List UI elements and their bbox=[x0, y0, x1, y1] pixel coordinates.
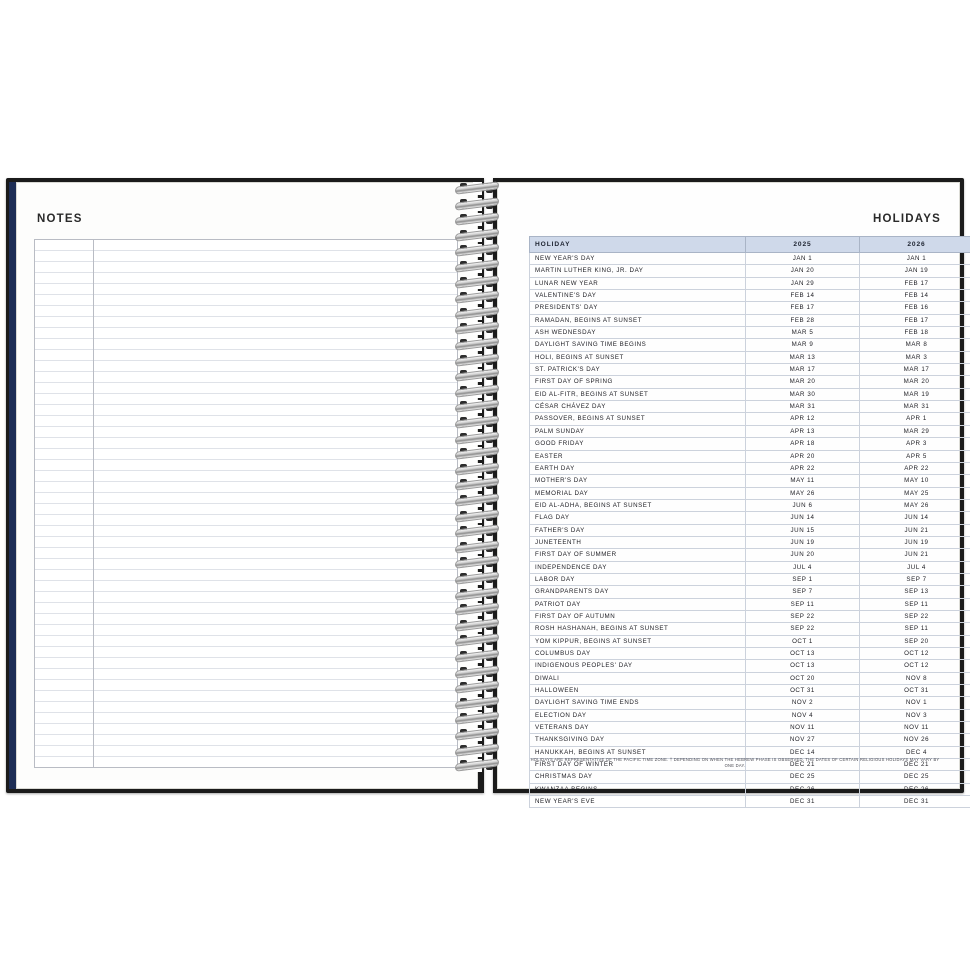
cell-holiday-name: JUNETEENTH bbox=[530, 536, 746, 548]
cell-date-2025: JUN 19 bbox=[746, 536, 860, 548]
cell-holiday-name: RAMADAN, BEGINS AT SUNSET bbox=[530, 314, 746, 326]
cell-holiday-name: ASH WEDNESDAY bbox=[530, 327, 746, 339]
cell-date-2025: JUN 6 bbox=[746, 499, 860, 511]
spiral-coil bbox=[455, 338, 499, 351]
spiral-coil bbox=[455, 728, 499, 741]
spiral-coil bbox=[455, 463, 499, 476]
table-row bbox=[530, 314, 970, 326]
spiral-coil bbox=[455, 198, 499, 211]
table-row bbox=[530, 623, 970, 635]
cell-date-2026: MAR 8 bbox=[860, 339, 970, 351]
spiral-coil bbox=[455, 744, 499, 757]
cell-date-2026: FEB 17 bbox=[860, 314, 970, 326]
cell-holiday-name: VETERANS DAY bbox=[530, 722, 746, 734]
cell-date-2025: JUN 20 bbox=[746, 549, 860, 561]
cell-holiday-name: ST. PATRICK'S DAY bbox=[530, 364, 746, 376]
cell-date-2026: JAN 19 bbox=[860, 265, 970, 277]
cell-date-2026: JUN 21 bbox=[860, 524, 970, 536]
table-row bbox=[530, 265, 970, 277]
cell-holiday-name: EASTER bbox=[530, 450, 746, 462]
spiral-coil bbox=[455, 432, 499, 445]
cell-date-2026: MAR 3 bbox=[860, 351, 970, 363]
table-row bbox=[530, 685, 970, 697]
spiral-coil bbox=[455, 572, 499, 585]
cell-date-2026: NOV 11 bbox=[860, 722, 970, 734]
cell-date-2026: NOV 8 bbox=[860, 672, 970, 684]
table-header-row bbox=[530, 237, 970, 253]
cell-holiday-name: FIRST DAY OF SPRING bbox=[530, 376, 746, 388]
cell-date-2026: SEP 11 bbox=[860, 598, 970, 610]
cell-date-2026: APR 5 bbox=[860, 450, 970, 462]
cell-date-2026: JUL 4 bbox=[860, 561, 970, 573]
spiral-coil bbox=[455, 759, 499, 772]
cell-date-2025: APR 13 bbox=[746, 425, 860, 437]
cell-holiday-name: PASSOVER, BEGINS AT SUNSET bbox=[530, 413, 746, 425]
cell-holiday-name: YOM KIPPUR, BEGINS AT SUNSET bbox=[530, 635, 746, 647]
cell-date-2026: MAR 20 bbox=[860, 376, 970, 388]
column-header-2025: 2025 bbox=[746, 237, 860, 253]
cell-date-2026: APR 3 bbox=[860, 438, 970, 450]
cell-holiday-name: FIRST DAY OF SUMMER bbox=[530, 549, 746, 561]
cell-holiday-name: LABOR DAY bbox=[530, 573, 746, 585]
table-row bbox=[530, 438, 970, 450]
cell-date-2026: NOV 1 bbox=[860, 697, 970, 709]
cell-holiday-name: ROSH HASHANAH, BEGINS AT SUNSET bbox=[530, 623, 746, 635]
spiral-coil bbox=[455, 400, 499, 413]
cell-holiday-name: INDEPENDENCE DAY bbox=[530, 561, 746, 573]
cell-date-2025: DEC 31 bbox=[746, 796, 860, 808]
cell-date-2025: SEP 11 bbox=[746, 598, 860, 610]
cell-holiday-name: FLAG DAY bbox=[530, 512, 746, 524]
cell-holiday-name: PATRIOT DAY bbox=[530, 598, 746, 610]
table-row bbox=[530, 771, 970, 783]
cell-date-2025: MAY 11 bbox=[746, 475, 860, 487]
cell-holiday-name: COLUMBUS DAY bbox=[530, 648, 746, 660]
spiral-coil bbox=[455, 603, 499, 616]
cell-holiday-name: ELECTION DAY bbox=[530, 709, 746, 721]
cell-date-2026: FEB 18 bbox=[860, 327, 970, 339]
cell-date-2025: SEP 7 bbox=[746, 586, 860, 598]
cell-date-2026: SEP 11 bbox=[860, 623, 970, 635]
notes-writing-area[interactable] bbox=[34, 239, 458, 768]
table-row bbox=[530, 339, 970, 351]
cell-date-2026: NOV 26 bbox=[860, 734, 970, 746]
cell-holiday-name: LUNAR NEW YEAR bbox=[530, 277, 746, 289]
table-footnote: HOLIDAYS ARE REPRESENTATIVE OF THE PACIFIC TIME ZONE. † DEPENDING ON WHEN THE HEBREW PHASE IS OBSERVED, THE DATES OF CERTAIN RELIGIOUS HOLIDAYS MAY VARY BY ONE DAY. bbox=[530, 757, 940, 768]
cell-date-2026: SEP 22 bbox=[860, 610, 970, 622]
cell-holiday-name: MOTHER'S DAY bbox=[530, 475, 746, 487]
table-row bbox=[530, 475, 970, 487]
cell-date-2025: SEP 1 bbox=[746, 573, 860, 585]
notes-page bbox=[16, 182, 478, 789]
table-row bbox=[530, 487, 970, 499]
cell-holiday-name: EARTH DAY bbox=[530, 462, 746, 474]
cell-date-2025: JUL 4 bbox=[746, 561, 860, 573]
cell-date-2026: APR 1 bbox=[860, 413, 970, 425]
cell-holiday-name: NEW YEAR'S DAY bbox=[530, 253, 746, 265]
cell-date-2025: DEC 25 bbox=[746, 771, 860, 783]
cell-date-2026: JUN 19 bbox=[860, 536, 970, 548]
cell-date-2025: NOV 11 bbox=[746, 722, 860, 734]
cell-holiday-name: THANKSGIVING DAY bbox=[530, 734, 746, 746]
table-row bbox=[530, 450, 970, 462]
spiral-coil bbox=[455, 447, 499, 460]
table-row bbox=[530, 697, 970, 709]
cell-date-2026: JAN 1 bbox=[860, 253, 970, 265]
table-row bbox=[530, 672, 970, 684]
notes-ruled-lines bbox=[35, 240, 457, 767]
cell-holiday-name: EID AL-ADHA, BEGINS AT SUNSET bbox=[530, 499, 746, 511]
cell-date-2025: SEP 22 bbox=[746, 610, 860, 622]
cell-date-2025: MAR 5 bbox=[746, 327, 860, 339]
table-row bbox=[530, 660, 970, 672]
spiral-coil bbox=[455, 213, 499, 226]
table-row bbox=[530, 573, 970, 585]
cell-date-2025: MAR 17 bbox=[746, 364, 860, 376]
cell-holiday-name: NEW YEAR'S EVE bbox=[530, 796, 746, 808]
spiral-coil bbox=[455, 494, 499, 507]
notes-margin-divider bbox=[93, 240, 94, 767]
table-row bbox=[530, 783, 970, 795]
table-row bbox=[530, 512, 970, 524]
table-row bbox=[530, 635, 970, 647]
cell-date-2025: APR 18 bbox=[746, 438, 860, 450]
cell-date-2026: MAY 25 bbox=[860, 487, 970, 499]
cell-holiday-name: CHRISTMAS DAY bbox=[530, 771, 746, 783]
cell-date-2026: OCT 12 bbox=[860, 648, 970, 660]
cell-date-2026: DEC 4 bbox=[860, 746, 970, 758]
table-row bbox=[530, 462, 970, 474]
cell-date-2025: FEB 14 bbox=[746, 290, 860, 302]
cell-date-2026: FEB 17 bbox=[860, 277, 970, 289]
cell-holiday-name: FIRST DAY OF AUTUMN bbox=[530, 610, 746, 622]
table-row bbox=[530, 709, 970, 721]
cell-date-2025: FEB 28 bbox=[746, 314, 860, 326]
spiral-coil bbox=[455, 291, 499, 304]
cell-date-2025: DEC 14 bbox=[746, 746, 860, 758]
column-header-2026: 2026 bbox=[860, 237, 970, 253]
cell-holiday-name: HALLOWEEN bbox=[530, 685, 746, 697]
cell-date-2025: NOV 2 bbox=[746, 697, 860, 709]
cell-date-2026: JUN 21 bbox=[860, 549, 970, 561]
spiral-coil bbox=[455, 541, 499, 554]
cell-holiday-name: PRESIDENTS' DAY bbox=[530, 302, 746, 314]
spiral-coil bbox=[455, 634, 499, 647]
cell-date-2026: DEC 25 bbox=[860, 771, 970, 783]
cell-holiday-name: PALM SUNDAY bbox=[530, 425, 746, 437]
spiral-coil bbox=[455, 276, 499, 289]
table-row bbox=[530, 536, 970, 548]
page-title-holidays: HOLIDAYS bbox=[873, 213, 941, 225]
table-row bbox=[530, 425, 970, 437]
cell-date-2025: JAN 20 bbox=[746, 265, 860, 277]
cell-date-2025: DEC 21 bbox=[746, 759, 860, 771]
spiral-coil bbox=[455, 182, 499, 195]
spiral-coil bbox=[455, 619, 499, 632]
cell-date-2025: NOV 4 bbox=[746, 709, 860, 721]
cell-date-2026: SEP 20 bbox=[860, 635, 970, 647]
cell-date-2026: APR 22 bbox=[860, 462, 970, 474]
table-row bbox=[530, 364, 970, 376]
right-cover bbox=[493, 178, 964, 806]
table-row bbox=[530, 401, 970, 413]
spiral-coil bbox=[455, 307, 499, 320]
spiral-coil bbox=[455, 556, 499, 569]
cell-date-2025: OCT 13 bbox=[746, 648, 860, 660]
spiral-binding bbox=[455, 182, 507, 782]
table-row bbox=[530, 722, 970, 734]
cell-date-2026: MAY 26 bbox=[860, 499, 970, 511]
cell-date-2025: JAN 29 bbox=[746, 277, 860, 289]
table-row bbox=[530, 796, 970, 808]
cell-date-2026: OCT 31 bbox=[860, 685, 970, 697]
spiral-coil bbox=[455, 510, 499, 523]
cell-holiday-name: HOLI, BEGINS AT SUNSET bbox=[530, 351, 746, 363]
cell-date-2025: MAR 30 bbox=[746, 388, 860, 400]
table-row bbox=[530, 549, 970, 561]
cell-date-2026: MAY 10 bbox=[860, 475, 970, 487]
spiral-coil bbox=[455, 525, 499, 538]
spiral-coil bbox=[455, 681, 499, 694]
cell-date-2025: JUN 15 bbox=[746, 524, 860, 536]
table-row bbox=[530, 351, 970, 363]
spiral-coil bbox=[455, 229, 499, 242]
cell-holiday-name: HANUKKAH, BEGINS AT SUNSET bbox=[530, 746, 746, 758]
cell-holiday-name: DIWALI bbox=[530, 672, 746, 684]
spiral-coil bbox=[455, 416, 499, 429]
cell-date-2025: OCT 13 bbox=[746, 660, 860, 672]
cell-date-2025: OCT 20 bbox=[746, 672, 860, 684]
cell-date-2026: DEC 26 bbox=[860, 783, 970, 795]
table-row bbox=[530, 734, 970, 746]
table-row bbox=[530, 253, 970, 265]
cell-date-2025: MAR 20 bbox=[746, 376, 860, 388]
column-header-holiday: HOLIDAY bbox=[530, 237, 746, 253]
cell-holiday-name: GRANDPARENTS DAY bbox=[530, 586, 746, 598]
cell-date-2026: JUN 14 bbox=[860, 512, 970, 524]
cell-date-2026: DEC 21 bbox=[860, 759, 970, 771]
cell-holiday-name: VALENTINE'S DAY bbox=[530, 290, 746, 302]
cell-date-2026: SEP 13 bbox=[860, 586, 970, 598]
cell-holiday-name: INDIGENOUS PEOPLES' DAY bbox=[530, 660, 746, 672]
table-row bbox=[530, 561, 970, 573]
holidays-table bbox=[529, 236, 970, 808]
cell-date-2026: MAR 29 bbox=[860, 425, 970, 437]
spiral-coil bbox=[455, 666, 499, 679]
left-cover bbox=[6, 178, 484, 793]
spiral-coil bbox=[455, 322, 499, 335]
cell-date-2025: OCT 31 bbox=[746, 685, 860, 697]
spiral-coil bbox=[455, 650, 499, 663]
cell-date-2025: JAN 1 bbox=[746, 253, 860, 265]
cell-date-2025: OCT 1 bbox=[746, 635, 860, 647]
spiral-coil bbox=[455, 244, 499, 257]
spiral-coil bbox=[455, 260, 499, 273]
table-row bbox=[530, 648, 970, 660]
cell-holiday-name: KWANZAA BEGINS bbox=[530, 783, 746, 795]
cell-date-2026: FEB 14 bbox=[860, 290, 970, 302]
cell-date-2025: MAR 9 bbox=[746, 339, 860, 351]
spiral-coil bbox=[455, 369, 499, 382]
cell-date-2025: APR 20 bbox=[746, 450, 860, 462]
spiral-coil bbox=[455, 385, 499, 398]
cell-date-2026: NOV 3 bbox=[860, 709, 970, 721]
cell-holiday-name: MEMORIAL DAY bbox=[530, 487, 746, 499]
table-row bbox=[530, 586, 970, 598]
table-row bbox=[530, 499, 970, 511]
cell-date-2026: MAR 17 bbox=[860, 364, 970, 376]
table-row bbox=[530, 302, 970, 314]
spiral-coil bbox=[455, 712, 499, 725]
cell-date-2026: MAR 19 bbox=[860, 388, 970, 400]
holidays-page bbox=[497, 182, 960, 806]
cell-date-2025: DEC 26 bbox=[746, 783, 860, 795]
cell-date-2025: APR 22 bbox=[746, 462, 860, 474]
cell-date-2026: FEB 16 bbox=[860, 302, 970, 314]
cell-date-2025: SEP 22 bbox=[746, 623, 860, 635]
cell-date-2026: OCT 12 bbox=[860, 660, 970, 672]
table-row bbox=[530, 290, 970, 302]
spiral-coil bbox=[455, 478, 499, 491]
page-title-notes: NOTES bbox=[37, 213, 83, 225]
cell-date-2025: APR 12 bbox=[746, 413, 860, 425]
cell-date-2025: JUN 14 bbox=[746, 512, 860, 524]
cell-date-2025: FEB 17 bbox=[746, 302, 860, 314]
cell-date-2026: MAR 31 bbox=[860, 401, 970, 413]
cell-holiday-name: DAYLIGHT SAVING TIME BEGINS bbox=[530, 339, 746, 351]
cell-date-2026: SEP 7 bbox=[860, 573, 970, 585]
cell-holiday-name: DAYLIGHT SAVING TIME ENDS bbox=[530, 697, 746, 709]
spiral-coil bbox=[455, 354, 499, 367]
table-row bbox=[530, 524, 970, 536]
cell-holiday-name: MARTIN LUTHER KING, JR. DAY bbox=[530, 265, 746, 277]
cell-date-2025: MAR 13 bbox=[746, 351, 860, 363]
table-row bbox=[530, 277, 970, 289]
cell-holiday-name: FIRST DAY OF WINTER bbox=[530, 759, 746, 771]
table-row bbox=[530, 413, 970, 425]
table-row bbox=[530, 598, 970, 610]
cell-date-2025: NOV 27 bbox=[746, 734, 860, 746]
cell-date-2025: MAR 31 bbox=[746, 401, 860, 413]
cell-holiday-name: FATHER'S DAY bbox=[530, 524, 746, 536]
table-row bbox=[530, 327, 970, 339]
cell-holiday-name: EID AL-FITR, BEGINS AT SUNSET bbox=[530, 388, 746, 400]
spiral-coil bbox=[455, 588, 499, 601]
cell-date-2025: MAY 26 bbox=[746, 487, 860, 499]
table-row bbox=[530, 610, 970, 622]
table-body bbox=[530, 253, 970, 808]
cell-date-2026: DEC 31 bbox=[860, 796, 970, 808]
cell-holiday-name: CÉSAR CHÁVEZ DAY bbox=[530, 401, 746, 413]
spiral-coil bbox=[455, 697, 499, 710]
table-row bbox=[530, 376, 970, 388]
table-row bbox=[530, 388, 970, 400]
cell-holiday-name: GOOD FRIDAY bbox=[530, 438, 746, 450]
